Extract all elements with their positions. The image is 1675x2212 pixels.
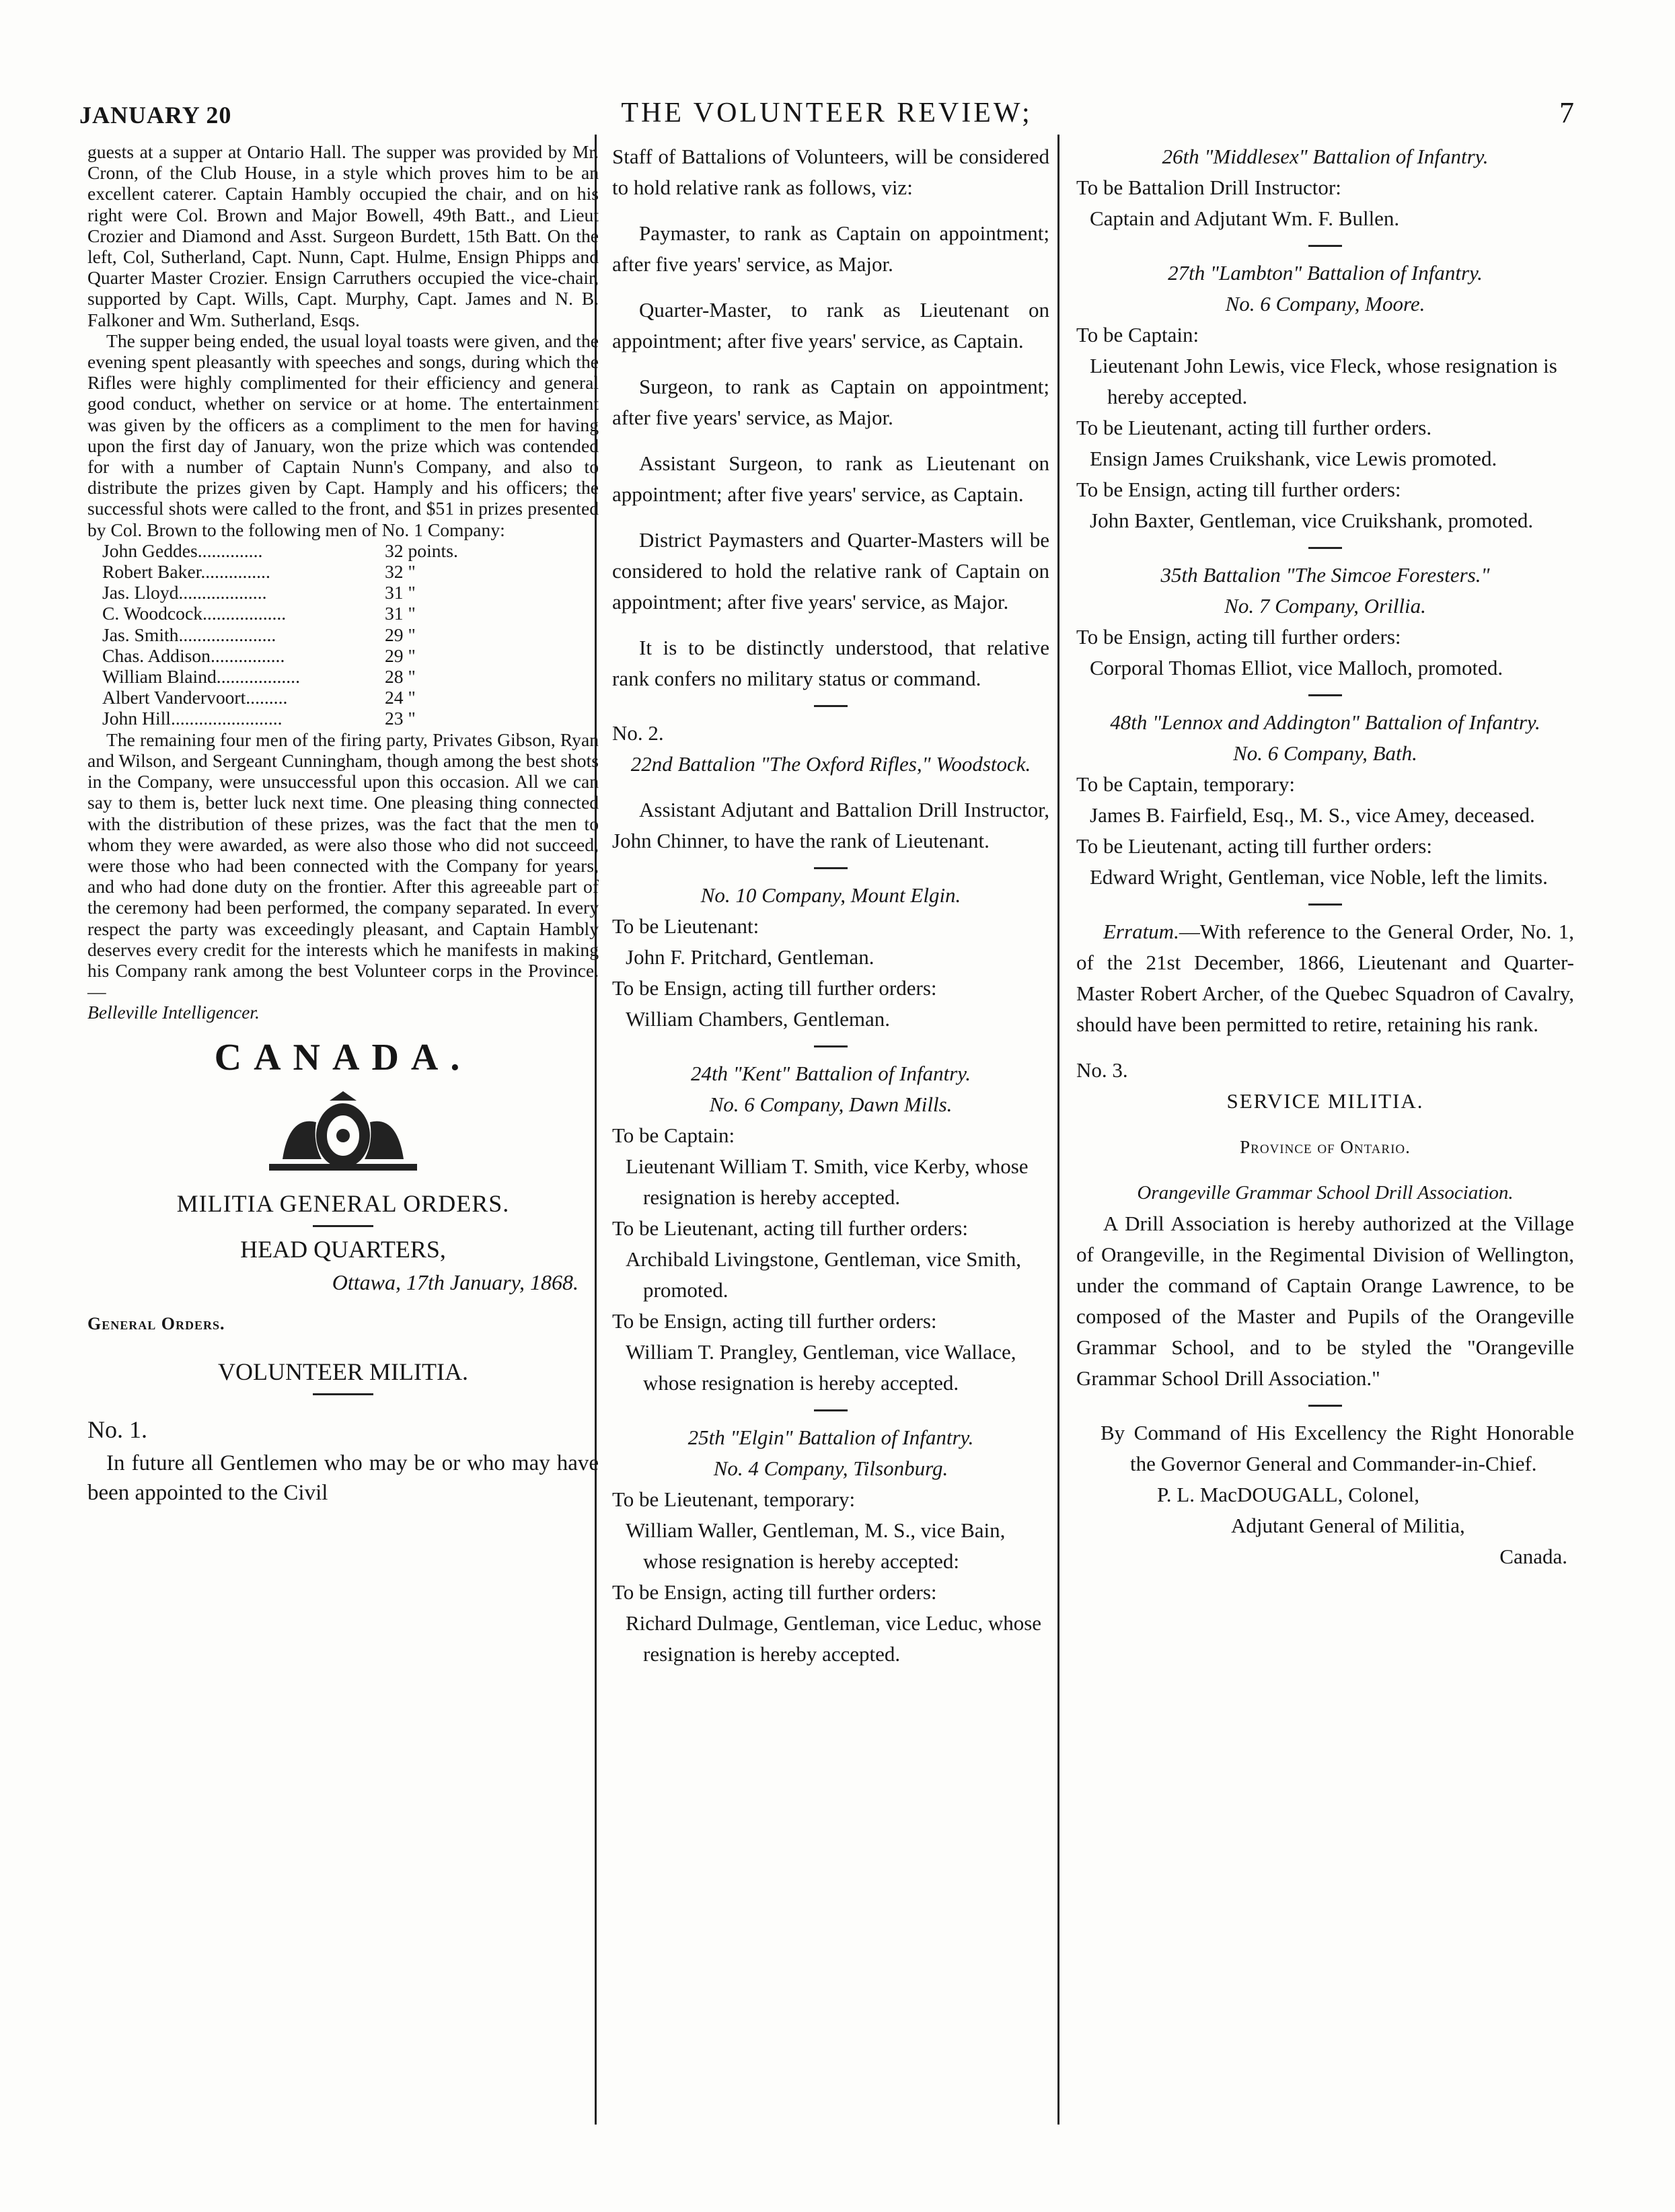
appointee-name: Corporal Thomas Elliot, vice Malloch, promoted. bbox=[1090, 656, 1503, 679]
battalion-25-heading: 25th "Elgin" Battalion of Infantry. bbox=[687, 1426, 974, 1449]
appointee-name: William Waller, Gentleman, M. S., vice Bain, whose resignation is hereby accepted: bbox=[626, 1518, 1006, 1573]
paragraph-remaining: The remaining four men of the firing party, Privates Gibson, Ryan and Wilson, and Sergeant Cunningham, though among the best shots in the Company, were unsuccessful upon this occasion. All we can say to them is, better luck next time. One pleasing thing connected with the distribution of these prizes, was the fact that the men to whom they were awarded, as were also those who did not succeed, were those who had been connected with the Company for years, and who had done duty on the frontier. After this agreeable part of the ceremony had been performed, the company separated. In every respect the party was exceedingly pleasant, and Captain Hambly deserves every credit for the interests which he manifests in making his Company rank among the best Volunteer corps in the Province.— bbox=[87, 729, 599, 1002]
appointee-name: Lieutenant William T. Smith, vice Kerby, whose resignation is hereby accepted. bbox=[626, 1154, 1029, 1209]
divider bbox=[1308, 1405, 1342, 1407]
militia-general-orders-heading: MILITIA GENERAL ORDERS. bbox=[176, 1189, 510, 1217]
column-2 bbox=[592, 141, 1063, 2172]
orders-dateline: Ottawa, 17th January, 1868. bbox=[332, 1270, 579, 1295]
divider bbox=[1308, 904, 1342, 906]
issue-date: JANUARY 20 bbox=[79, 102, 232, 128]
order-number-3: No. 3. bbox=[1076, 1058, 1128, 1082]
appointee-name: Lieutenant John Lewis, vice Fleck, whose resignation is hereby accepted. bbox=[1090, 354, 1557, 408]
appointee-name: Archibald Livingstone, Gentleman, vice Smith, promoted. bbox=[626, 1247, 1022, 1302]
appointee-name: William T. Prangley, Gentleman, vice Wallace, whose resignation is hereby accepted. bbox=[626, 1340, 1016, 1395]
newspaper-title: THE VOLUNTEER REVIEW; bbox=[621, 98, 1033, 128]
battalion-27-heading: 27th "Lambton" Battalion of Infantry. bbox=[1168, 261, 1483, 285]
appointee-name: Captain and Adjutant Wm. F. Bullen. bbox=[1090, 207, 1400, 230]
source-credit: Belleville Intelligencer. bbox=[87, 1002, 260, 1023]
appointee-name: Richard Dulmage, Gentleman, vice Leduc, whose resignation is hereby accepted. bbox=[626, 1611, 1042, 1666]
paragraph-civil-staff: In future all Gentlemen who may be or who may have been appointed to the Civil bbox=[87, 1450, 599, 1505]
score-value: 24 " bbox=[385, 687, 416, 708]
score-value: 32 " bbox=[385, 561, 416, 583]
company-4-heading: No. 4 Company, Tilsonburg. bbox=[713, 1457, 948, 1480]
divider bbox=[313, 1393, 373, 1395]
appointee-name: John F. Pritchard, Gentleman. bbox=[626, 945, 874, 969]
paragraph-status: It is to be distinctly understood, that relative rank confers no military status or command. bbox=[612, 636, 1049, 690]
appointment-label: To be Ensign, acting till further orders: bbox=[1076, 478, 1401, 501]
head-quarters-heading: HEAD QUARTERS, bbox=[240, 1235, 446, 1263]
order-number-1: No. 1. bbox=[87, 1415, 147, 1443]
divider bbox=[1308, 547, 1342, 549]
score-name: Chas. Addison................ bbox=[102, 644, 285, 666]
divider bbox=[1308, 694, 1342, 696]
paragraph-toasts: The supper being ended, the usual loyal toasts were given, and the evening spent pleasantly with speeches and songs, during which the Rifles were highly complimented for their efficiency and general good conduct, whether on service or at home. The entertainment was given by the officers as a compliment to the men for having upon the first day of January, won the prize which was contended for with a number of Captain Nunn's Company, and also to distribute the prizes given by Capt. Hamply and his officers; the successful shots were called to the front, and $51 in prizes presented by Col. Brown to the following men of No. 1 Company: bbox=[87, 330, 599, 540]
paragraph-by-command: By Command of His Excellency the Right Honorable the Governor General and Commander-in-Chief. bbox=[1101, 1421, 1574, 1475]
paragraph-surgeon: Surgeon, to rank as Captain on appointment; after five years' service, as Major. bbox=[612, 375, 1049, 429]
column-1 bbox=[87, 141, 599, 2172]
score-value: 29 " bbox=[385, 624, 416, 645]
appointment-label: To be Ensign, acting till further orders: bbox=[612, 1580, 937, 1604]
score-value: 28 " bbox=[385, 666, 416, 688]
battalion-48-heading: 48th "Lennox and Addington" Battalion of Infantry. bbox=[1110, 710, 1540, 734]
score-value: 23 " bbox=[385, 708, 416, 729]
divider bbox=[1308, 245, 1342, 247]
appointee-name: William Chambers, Gentleman. bbox=[626, 1007, 891, 1031]
battalion-35-heading: 35th Battalion "The Simcoe Foresters." bbox=[1160, 563, 1490, 587]
appointment-label: To be Captain: bbox=[612, 1123, 735, 1147]
score-name: Jas. Lloyd................... bbox=[102, 582, 267, 603]
appointee-name: John Baxter, Gentleman, vice Cruikshank, promoted. bbox=[1090, 509, 1534, 532]
divider bbox=[814, 867, 848, 869]
score-name: C. Woodcock.................. bbox=[102, 603, 287, 624]
appointment-label: To be Lieutenant, acting till further orders: bbox=[612, 1216, 968, 1240]
appointment-label: To be Captain, temporary: bbox=[1076, 772, 1295, 796]
appointee-name: Ensign James Cruikshank, vice Lewis promoted. bbox=[1090, 447, 1497, 470]
company-10-heading: No. 10 Company, Mount Elgin. bbox=[700, 883, 961, 907]
erratum-text: —With reference to the General Order, No. 1, of the 21st December, 1866, Lieutenant and Quarter-Master Robert Archer, of the Quebec Squadron of Cavalry, should have been permitted to retire, retaining his rank. bbox=[1076, 920, 1574, 1036]
province-heading: Province of Ontario. bbox=[1240, 1137, 1411, 1157]
appointment-label: To be Lieutenant: bbox=[612, 914, 759, 938]
paragraph-erratum bbox=[1076, 916, 1574, 1040]
appointment-label: To be Lieutenant, acting till further orders: bbox=[1076, 834, 1432, 858]
appointment-label: To be Ensign, acting till further orders: bbox=[612, 976, 937, 1000]
appointee-name: James B. Fairfield, Esq., M. S., vice Amey, deceased. bbox=[1090, 803, 1535, 827]
paragraph-district-paymasters: District Paymasters and Quarter-Masters will be considered to hold the relative rank of Captain on appointment; after five years' service, as Major. bbox=[612, 528, 1049, 614]
score-value: 29 " bbox=[385, 644, 416, 666]
appointment-label: To be Ensign, acting till further orders: bbox=[1076, 625, 1401, 649]
paragraph-relative-rank: Staff of Battalions of Volunteers, will be considered to hold relative rank as follows, viz: bbox=[612, 145, 1049, 199]
erratum-label: Erratum. bbox=[1103, 920, 1179, 943]
signature-name: P. L. MacDOUGALL, Colonel, bbox=[1157, 1483, 1420, 1506]
signature-country: Canada. bbox=[1499, 1545, 1567, 1568]
general-orders-label: General Orders. bbox=[87, 1314, 225, 1334]
volunteer-militia-heading: VOLUNTEER MILITIA. bbox=[218, 1358, 468, 1385]
appointment-label: To be Lieutenant, acting till further orders. bbox=[1076, 416, 1432, 439]
score-value: 32 points. bbox=[385, 540, 458, 561]
company-7-heading: No. 7 Company, Orillia. bbox=[1224, 594, 1426, 618]
company-6-bath-heading: No. 6 Company, Bath. bbox=[1233, 741, 1417, 765]
appointment-label: To be Lieutenant, temporary: bbox=[612, 1487, 856, 1511]
royal-arms-crest-icon bbox=[242, 1089, 444, 1176]
company-6-moore-heading: No. 6 Company, Moore. bbox=[1225, 292, 1425, 316]
scores-list bbox=[102, 540, 599, 729]
divider bbox=[313, 1225, 373, 1227]
score-name: William Blaind.................. bbox=[102, 666, 300, 688]
paragraph-supper: guests at a supper at Ontario Hall. The supper was provided by Mr. Cronn, of the Club House, in a style which proves him to be an excellent caterer. Captain Hambly occupied the chair, and on his right were Col. Brown and Major Bowell, 49th Batt., and Lieut Crozier and Diamond and Asst. Surgeon Burdett, 15th Batt. On the left, Col, Sutherland, Capt. Nunn, Capt. Hulme, Ensign Phipps and Quarter Master Crozier. Ensign Carruthers occupied the vice-chair, supported by Capt. Wills, Capt. Murphy, Capt. James and N. B. Falkoner and Wm. Sutherland, Esqs. bbox=[87, 141, 599, 330]
divider bbox=[814, 1409, 848, 1411]
appointment-label: To be Ensign, acting till further orders: bbox=[612, 1309, 937, 1333]
score-value: 31 " bbox=[385, 603, 416, 624]
column-3 bbox=[1056, 141, 1588, 2172]
score-name: Jas. Smith..................... bbox=[102, 624, 276, 645]
appointment-label: To be Battalion Drill Instructor: bbox=[1076, 176, 1341, 199]
paragraph-chinner: Assistant Adjutant and Battalion Drill Instructor, John Chinner, to have the rank of Lieutenant. bbox=[612, 798, 1049, 852]
divider bbox=[814, 705, 848, 707]
paragraph-quarter-master: Quarter-Master, to rank as Lieutenant on appointment; after five years' service, as Captain. bbox=[612, 298, 1049, 353]
paragraph-paymaster: Paymaster, to rank as Captain on appointment; after five years' service, as Major. bbox=[612, 221, 1049, 276]
score-value: 31 " bbox=[385, 582, 416, 603]
company-6-dawn-mills-heading: No. 6 Company, Dawn Mills. bbox=[709, 1093, 953, 1116]
appointment-label: To be Captain: bbox=[1076, 323, 1199, 346]
section-title-canada: CANADA. bbox=[214, 1036, 472, 1078]
appointee-name: Edward Wright, Gentleman, vice Noble, left the limits. bbox=[1090, 865, 1548, 889]
association-heading: Orangeville Grammar School Drill Association. bbox=[1137, 1182, 1514, 1204]
page-header bbox=[79, 94, 1574, 135]
battalion-24-heading: 24th "Kent" Battalion of Infantry. bbox=[690, 1062, 971, 1085]
battalion-26-heading: 26th "Middlesex" Battalion of Infantry. bbox=[1162, 145, 1489, 168]
divider bbox=[814, 1045, 848, 1047]
score-name: Robert Baker............... bbox=[102, 561, 270, 583]
paragraph-assistant-surgeon: Assistant Surgeon, to rank as Lieutenant on appointment; after five years' service, as Captain. bbox=[612, 451, 1049, 506]
signature-title: Adjutant General of Militia, bbox=[1231, 1514, 1465, 1537]
score-name: John Geddes.............. bbox=[102, 540, 263, 561]
score-name: Albert Vandervoort......... bbox=[102, 687, 288, 708]
score-name: John Hill........................ bbox=[102, 708, 283, 729]
paragraph-drill-association: A Drill Association is hereby authorized at the Village of Orangeville, in the Regimental Division of Wellington, under the command of Captain Orange Lawrence, to be composed of the Master and Pupils of the Orangeville Grammar School, and to be styled the "Orangeville Grammar School Drill Association." bbox=[1076, 1212, 1574, 1390]
battalion-22-heading: 22nd Battalion "The Oxford Rifles," Woodstock. bbox=[630, 752, 1031, 776]
order-number-2: No. 2. bbox=[612, 721, 664, 745]
service-militia-heading: SERVICE MILITIA. bbox=[1226, 1089, 1424, 1113]
page-number: 7 bbox=[1559, 96, 1574, 129]
